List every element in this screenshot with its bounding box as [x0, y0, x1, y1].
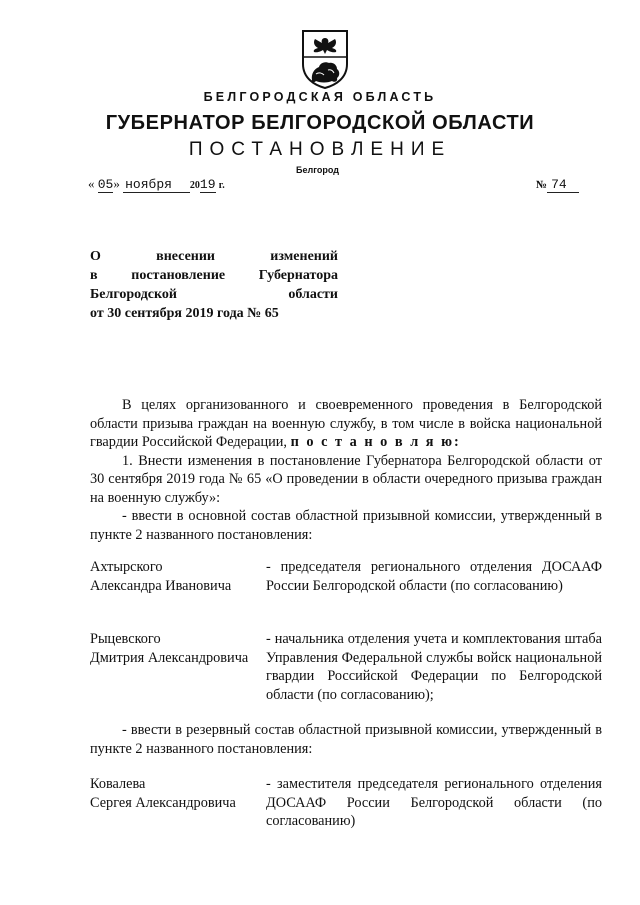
member-row: [90, 630, 602, 706]
document-date: [88, 176, 225, 192]
coat-of-arms-emblem: [300, 28, 350, 90]
document-type: ПОСТАНОВЛЕНИЕ: [188, 139, 452, 160]
item-1b-paragraph: - ввести в резервный состав областной призывной комиссии, утвержденный в пункте 2 названного постановления:: [90, 722, 602, 757]
document-subject: [90, 247, 338, 323]
decree-word: п о с т а н о в л я ю:: [290, 434, 461, 450]
number-value: 74: [547, 177, 579, 193]
body-text: [90, 396, 602, 544]
member-given-name: Дмитрия Александровича: [90, 649, 249, 666]
item-1-paragraph: 1. Внести изменения в постановление Губернатора Белгородской области от 30 сентября 2019 года № 65 «О проведении в области очередного призыва граждан на военную службу»:: [90, 452, 602, 506]
intro-paragraph: [90, 396, 602, 452]
subject-line-1: О внесении изменений: [90, 249, 338, 264]
subject-line-4: от 30 сентября 2019 года № 65: [90, 306, 279, 321]
member-given-name: Александра Ивановича: [90, 577, 232, 594]
subject-line-2: в постановление Губернатора: [90, 268, 338, 283]
intro-text: В целях организованного и своевременного проведения в Белгородской области призыва граждан на военную службу, в том числе в войска национальной гвардии Российской Федерации,: [90, 397, 602, 450]
date-year-prefix: 20: [189, 180, 200, 191]
date-year-suffix: 19: [199, 177, 216, 192]
reserve-intro: [90, 721, 602, 758]
member-row: [90, 775, 602, 831]
member-position: - заместителя председателя регионального отделения ДОСААФ России Белгородской области (по согласованию): [266, 776, 602, 829]
document-number: [536, 176, 579, 192]
item-1a-paragraph: - ввести в основной состав областной призывной комиссии, утвержденный в пункте 2 названного постановления:: [90, 508, 602, 543]
member-position: - председателя регионального отделения ДОСААФ России Белгородской области (по согласованию): [266, 559, 602, 594]
governor-title: ГУБЕРНАТОР БЕЛГОРОДСКОЙ ОБЛАСТИ: [105, 112, 535, 134]
subject-line-3: Белгородской области: [90, 287, 338, 302]
member-name: [90, 775, 265, 812]
member-name: [90, 558, 265, 595]
date-open-quote: «: [88, 176, 95, 191]
member-position: - начальника отделения учета и комплектования штаба Управления Федеральной службы войск национальной гвардии Российской Федерации по Белгородской области (по согласованию);: [266, 631, 602, 703]
date-day: 05: [97, 177, 114, 192]
member-name: [90, 630, 265, 667]
date-month: ноября: [123, 177, 190, 193]
number-label: №: [536, 179, 548, 191]
member-row: [90, 558, 602, 614]
member-surname: Рыцевского: [90, 631, 161, 647]
date-year-mark: г.: [218, 180, 225, 191]
member-surname: Ковалева: [90, 776, 146, 792]
member-given-name: Сергея Александровича: [90, 794, 236, 811]
city-name: Белгород: [296, 165, 339, 175]
member-surname: Ахтырского: [90, 559, 163, 575]
date-close-quote: »: [113, 176, 120, 191]
region-name: БЕЛГОРОДСКАЯ ОБЛАСТЬ: [203, 90, 437, 104]
